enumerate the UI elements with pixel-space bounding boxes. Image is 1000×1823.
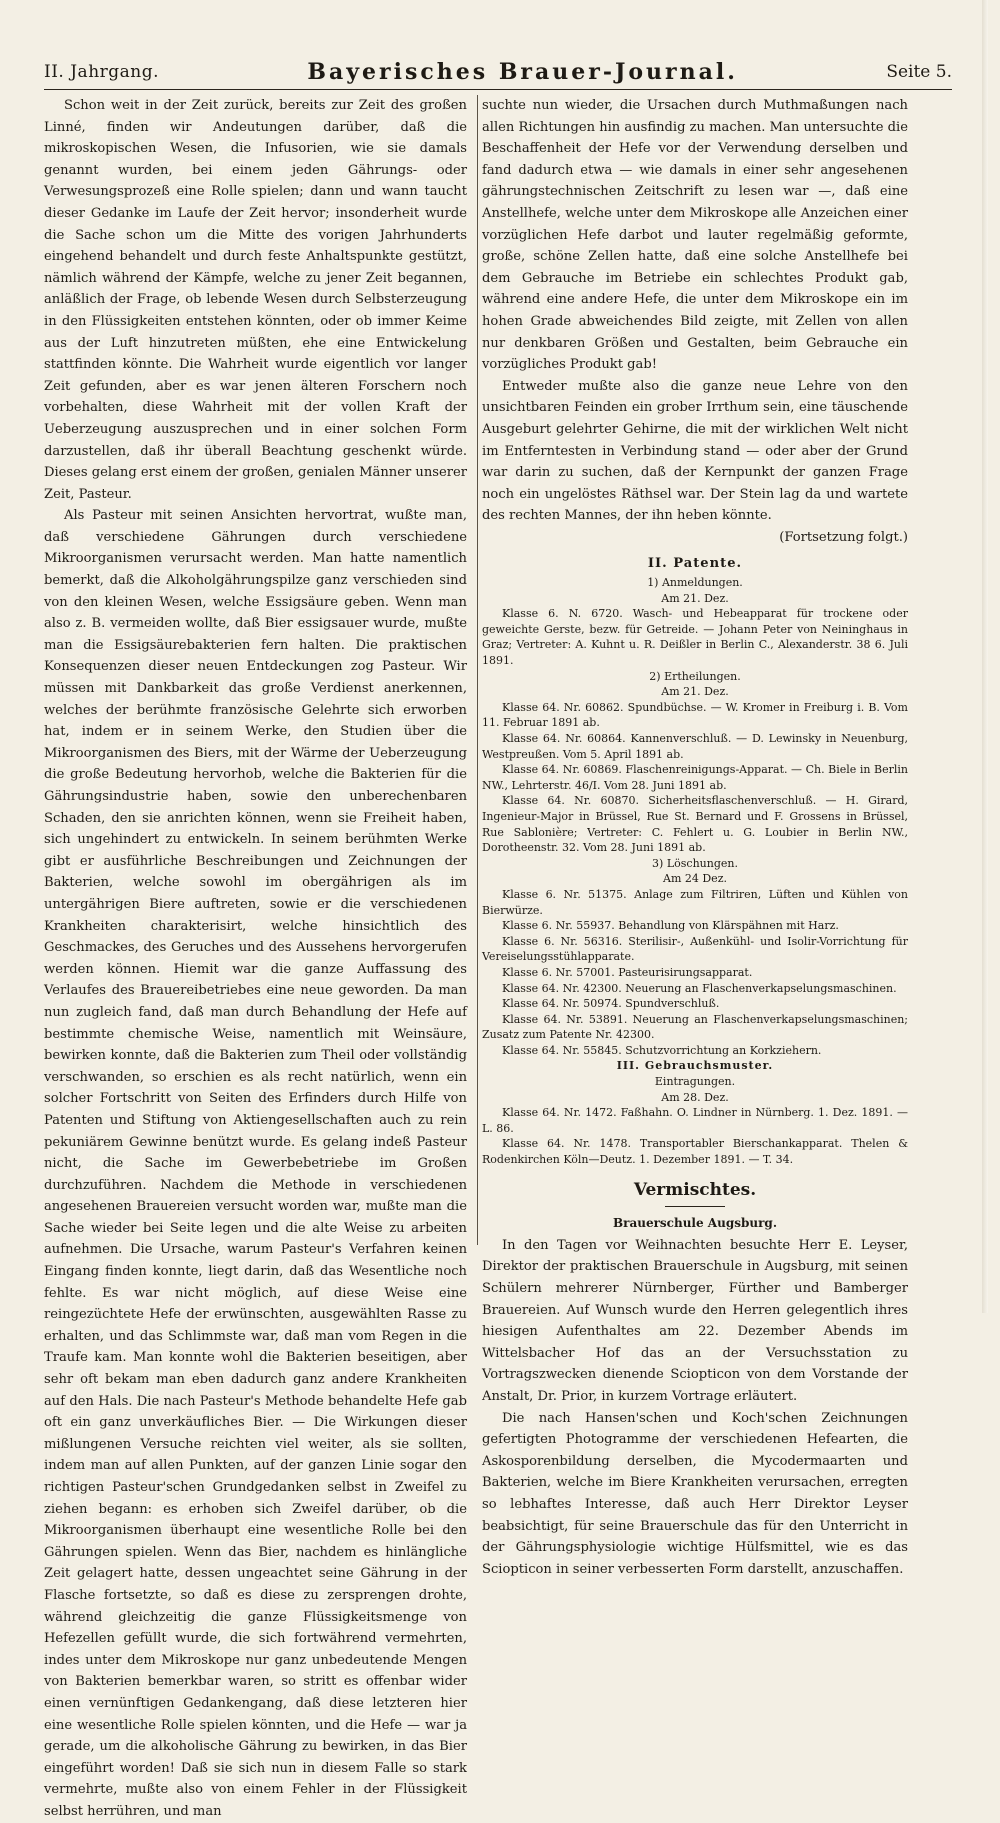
patent-entry: Klasse 6. Nr. 56316. Sterilisir-, Außenkühl- und Isolir-Vorrichtung für Vereiselungsstühlapparate.: [482, 934, 908, 964]
patent-entry: Klasse 64. Nr. 1478. Transportabler Bierschankapparat. Thelen & Rodenkirchen Köln—Deutz. 1. Dezember 1891. — T. 34.: [482, 1137, 908, 1167]
continued-note: (Fortsetzung folgt.): [779, 529, 908, 545]
patent-entry: Klasse 6. N. 6720. Wasch- und Hebeapparat für trockene oder geweichte Gerste, bezw. für Getreide. — Johann Peter von Neininghaus in Graz; Vertreter: A. Kuhnt u. R. Deißler in Berlin C., Alexanderstr. 38 6. Juli 1891.: [482, 607, 908, 668]
vermischtes-heading: Vermischtes.: [633, 1179, 757, 1200]
right-column: [482, 95, 908, 1577]
section-subheading: Eintragungen.: [654, 1075, 736, 1089]
section-date: Am 21. Dez.: [661, 591, 729, 605]
patent-list-loeschungen: [482, 887, 908, 1059]
section-date: Am 28. Dez.: [661, 1090, 729, 1104]
patent-entry: Klasse 64. Nr. 1472. Faßhahn. O. Lindner in Nürnberg. 1. Dez. 1891. — L. 86.: [482, 1106, 908, 1135]
patents-heading: II. Patente.: [647, 556, 743, 572]
patent-entry: Klasse 64. Nr. 60862. Spundbüchse. — W. Kromer in Freiburg i. B. Vom 11. Februar 1891 ab.: [482, 700, 908, 730]
article-paragraph: Schon weit in der Zeit zurück, bereits zur Zeit des großen Linné, finden wir Andeutungen darüber, daß die mikroskopischen Wesen, die Infusorien, wie sie damals genannt wurden, bei einem jeden Gährungs- oder Verwesungsprozeß eine Rolle spielen; dann und wann taucht dieser Gedanke im Laufe der Zeit hervor; insonderheit wurde die Sache schon um die Mitte des vorigen Jahrhunderts eingehend behandelt und durch feste Anhaltspunkte gestützt, nämlich während der Kämpfe, welche zu jener Zeit begannen, anläßlich der Frage, ob lebende Wesen durch Selbsterzeugung in den Flüssigkeiten entstehen könnten, oder ob immer Keime aus der Luft hinzutreten müßten, ehe eine Entwickelung stattfinden könnte. Die Wahrheit wurde eigentlich vor langer Zeit gefunden, aber es war jenen älteren Forschern noch vorbehalten, diese Wahrheit mit der vollen Kraft der Ueberzeugung auszusprechen und in einer solchen Form darzustellen, daß ihr überall Beachtung geschenkt würde. Dieses gelang erst einem der großen, genialen Männer unserer Zeit, Pasteur.: [44, 98, 468, 502]
section-subheading: 1) Anmeldungen.: [647, 576, 743, 590]
section-date: Am 21. Dez.: [661, 685, 729, 699]
page-fold-edge: [982, 0, 988, 1313]
patent-entry: Klasse 6. Nr. 55937. Behandlung von Klärspähnen mit Harz.: [502, 919, 839, 933]
gebrauchsmuster-heading: III. Gebrauchsmuster.: [616, 1059, 774, 1073]
news-paragraph: In den Tagen vor Weihnachten besuchte Herr E. Leyser, Direktor der praktischen Brauerschule in Augsburg, mit seinen Schülern mehrerer Nürnberger, Fürther und Bamberger Brauereien. Auf Wunsch wurde den Herren gelegentlich ihres hiesigen Aufenthaltes am 22. Dezember Abends im Wittelsbacher Hof das an der Versuchsstation zu Vortragszwecken dienende Sciopticon von dem Vorstande der Anstalt, Dr. Prior, in kurzem Vortrage erläutert.: [482, 1237, 908, 1404]
news-paragraph: Die nach Hansen'schen und Koch'schen Zeichnungen gefertigten Photogramme der verschiedenen Hefearten, die Askosporenbildung derselben, die Mycodermaarten und Bakterien, welche im Biere Krankheiten verursachen, erregten so lebhaftes Interesse, daß auch Herr Direktor Leyser beabsichtigt, für seine Brauerschule das für den Unterricht in der Gährungsphysiologie wichtige Hülfsmittel, wie es das Sciopticon in seiner verbesserten Form darstellt, anzuschaffen.: [482, 1410, 908, 1577]
left-column: [44, 95, 478, 1819]
section-subheading: 3) Löschungen.: [652, 856, 738, 870]
journal-title: Bayerisches Brauer-Journal.: [307, 59, 738, 85]
page-header: [44, 55, 952, 90]
patent-list-ertheilungen: [482, 700, 908, 856]
page-number: Seite 5.: [886, 62, 952, 82]
volume-label: II. Jahrgang.: [44, 62, 160, 82]
section-date: Am 24 Dez.: [663, 872, 727, 886]
patent-entry: Klasse 64. Nr. 60869. Flaschenreinigungs-Apparat. — Ch. Biele in Berlin NW., Lehrterstr. 46/I. Vom 28. Juni 1891 ab.: [482, 763, 908, 792]
patent-list-anmeldungen: [482, 606, 908, 668]
patent-entry: Klasse 64. Nr. 53891. Neuerung an Flaschenverkapselungsmaschinen; Zusatz zum Patente Nr. 42300.: [482, 1012, 908, 1042]
gebrauchsmuster-list: [482, 1105, 908, 1167]
article-paragraph: Als Pasteur mit seinen Ansichten hervortrat, wußte man, daß verschiedene Gährungen durch verschiedene Mikroorganismen verursacht werden. Man hatte namentlich bemerkt, daß die Alkoholgährungspilze ganz verschieden sind von den kleinen Wesen, welche Essigsäure geben. Wenn man also z. B. vermeiden wollte, daß Bier essigsauer wurde, mußte man die Essigsäurebakterien fern halten. Die praktischen Konsequenzen dieser neuen Entdeckungen zog Pasteur. Wir müssen mit Dankbarkeit das große Verdienst anerkennen, welches der berühmte französische Gelehrte sich erworben hat, indem er in seinem Werke, den Studien über die Mikroorganismen des Biers, mit der Wärme der Ueberzeugung die große Bedeutung hervorhob, welche die Bakterien für die Gährungsindustrie haben, sowie den unberechenbaren Schaden, den sie anrichten können, wenn sie Freiheit haben, sich ungehindert zu entwickeln. In seinem berühmten Werke gibt er ausführliche Beschreibungen und Zeichnungen der Bakterien, welche sowohl im obergährigen als im untergährigen Biere auftreten, sowie er die verschiedenen Krankheiten charakterisirt, welche hinsichtlich des Geschmackes, des Geruches und des Aussehens hervorgerufen werden können. Hiemit war die ganze Auffassung des Verlaufes des Brauereibetriebes eine neue geworden. Da man nun zugleich fand, daß man durch Behandlung der Hefe auf bestimmte chemische Weise, namentlich mit Weinsäure, bewirken konnte, daß die Bakterien zum Theil oder vollständig verschwanden, so erschien es als recht natürlich, wenn ein solcher Fortschritt von Seiten des Erfinders durch Hilfe von Patenten und Stiftung von Aktiengesellschaften auch zu rein pekuniärem Gewinne benützt wurde. Es gelang indeß Pasteur nicht, die Sache im Gewerbebetriebe im Großen durchzuführen. Nachdem die Methode in verschiedenen angesehenen Brauereien versucht worden war, mußte man die Sache wieder bei Seite legen und die alte Weise zu arbeiten aufnehmen. Die Ursache, warum Pasteur's Verfahren keinen Eingang finden konnte, liegt darin, daß das Wesentliche noch fehlte. Es war nicht möglich, auf diese Weise eine reingezüchtete Hefe der erwünschten, ausgewählten Rasse zu erhalten, und das Schlimmste war, daß man vom Regen in die Traufe kam. Man konnte wohl die Bakterien beseitigen, aber sehr oft bekam man eben dadurch ganz andere Krankheiten auf den Hals. Die nach Pasteur's Methode behandelte Hefe gab oft ein ganz unverkäufliches Bier. — Die Wirkungen dieser mißlungenen Versuche reichten viel weiter, als sie sollten, indem man auf allen Punkten, auf der ganzen Linie sogar den richtigen Pasteur'schen Grundgedanken selbst in Zweifel zu ziehen begann: es erhoben sich Zweifel darüber, ob die Mikroorganismen überhaupt eine wesentliche Rolle bei den Gährungen spielen. Wenn das Bier, nachdem es hinlängliche Zeit gelagert hatte, dessen ungeachtet seine Gährung in der Flasche fortsetzte, so daß es diese zu zersprengen drohte, während gleichzeitig die ganze Flüssigkeitsmenge von Hefezellen gefüllt wurde, die sich fortwährend vermehrten, indes unter dem Mikroskope nur ganz unbedeutende Mengen von Bakterien bemerkbar waren, so stritt es offenbar wider einen vernünftigen Gedankengang, daß diese letzteren hier eine wesentliche Rolle spielen könnten, und die Hefe — war ja gerade, um die alkoholische Gährung zu bewirken, in das Bier eingeführt worden! Daß sie sich nun in diesem Falle so stark vermehrte, mußte also von einem Fehler in der Flüssigkeit selbst herrühren, und man: [44, 508, 467, 1819]
heading-rule: [665, 1206, 725, 1207]
patent-entry: Klasse 64. Nr. 55845. Schutzvorrichtung an Korkziehern.: [502, 1043, 822, 1057]
patent-entry: Klasse 64. Nr. 50974. Spundverschluß.: [502, 997, 720, 1011]
patent-entry: Klasse 64. Nr. 42300. Neuerung an Flaschenverkapselungsmaschinen.: [502, 981, 897, 995]
article-paragraph: Entweder mußte also die ganze neue Lehre von den unsichtbaren Feinden ein grober Irrthum sein, eine täuschende Ausgeburt gelehrter Gehirne, die mit der wirklichen Welt nicht im Entferntesten in Verbindung stand — oder aber der Grund war darin zu suchen, daß der Kernpunkt der ganzen Frage noch ein ungelöstes Räthsel war. Der Stein lag da und wartete des rechten Mannes, der ihn heben könnte.: [482, 378, 908, 524]
patent-entry: Klasse 64. Nr. 60864. Kannenverschluß. — D. Lewinsky in Neuenburg, Westpreußen. Vom 5. April 1891 ab.: [482, 732, 908, 761]
patent-entry: Klasse 6. Nr. 51375. Anlage zum Filtriren, Lüften und Kühlen von Bierwürze.: [482, 887, 908, 917]
patent-entry: Klasse 64. Nr. 60870. Sicherheitsflaschenverschluß. — H. Girard, Ingenieur-Major in Brüssel, Rue St. Bernard und F. Grossens in Brüssel, Rue Sablonière; Vertreter: C. Fehlert u. G. Loubier in Berlin NW., Dorotheenstr. 32. Vom 28. Juni 1891 ab.: [482, 794, 908, 855]
patent-entry: Klasse 6. Nr. 57001. Pasteurisirungsapparat.: [502, 965, 753, 979]
section-subheading: 2) Ertheilungen.: [649, 669, 741, 683]
news-subheading: Brauerschule Augsburg.: [613, 1216, 777, 1231]
article-paragraph: suchte nun wieder, die Ursachen durch Muthmaßungen nach allen Richtungen hin ausfindig zu machen. Man untersuchte die Beschaffenheit der Hefe vor der Verwendung derselben und fand dadurch etwa — wie damals in einer sehr angesehenen gährungstechnischen Zeitschrift zu lesen war —, daß eine Anstellhefe, welche unter dem Mikroskope alle Anzeichen einer vorzüglichen Hefe darbot und lauter regelmäßig geformte, große, schöne Zellen hatte, daß eine solche Anstellhefe bei dem Gebrauche im Betriebe ein schlechtes Produkt gab, während eine andere Hefe, die unter dem Mikroskope ein im hohen Grade abweichendes Bild zeigte, mit Zellen von allen nur denkbaren Größen und Gestalten, beim Gebrauche ein vorzügliches Produkt gab!: [482, 98, 908, 373]
